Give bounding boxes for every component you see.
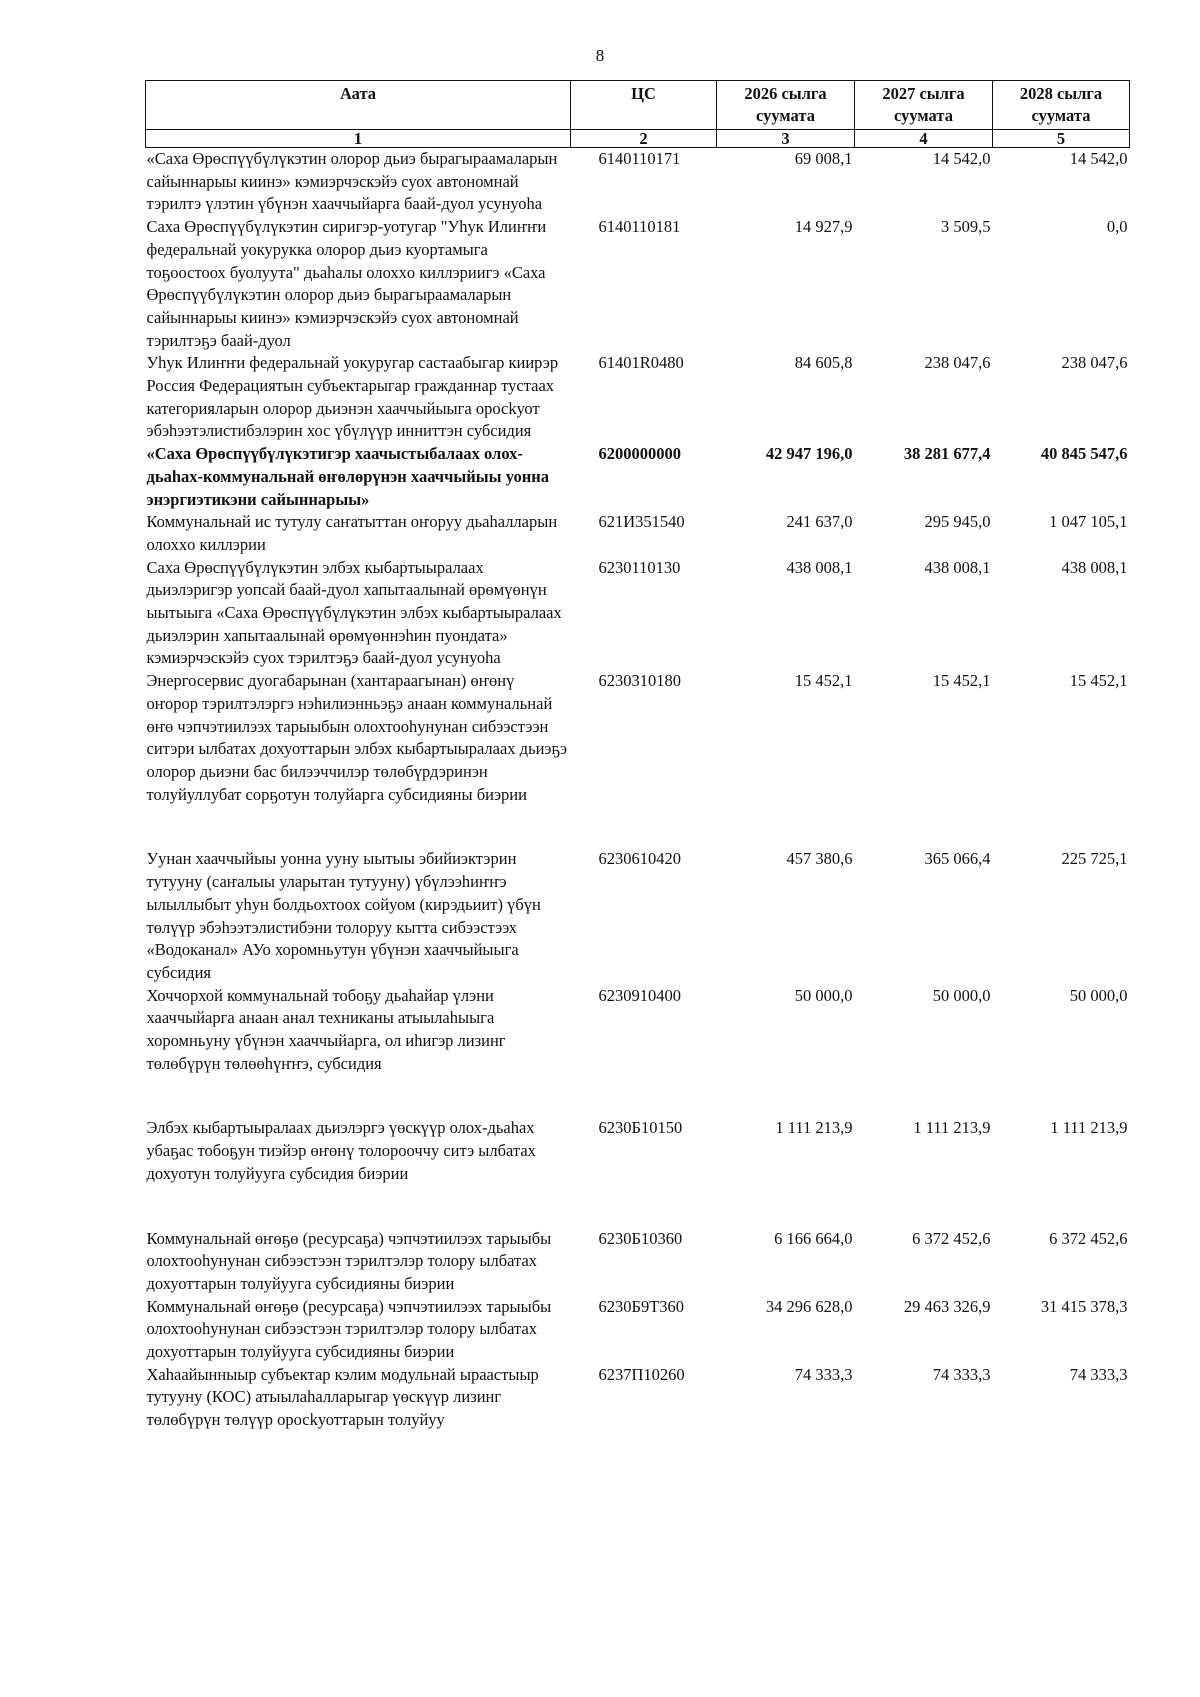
row-name: «Саха Өрөспүүбүлүкэтигэр хаачыстыбалаах олох-дьаһах-коммунальнай өҥөлөрүнэн хааччыйыы уонна энэргиэтикэни сайыннарыы» — [146, 444, 550, 509]
row-code: 6230Б10360 — [598, 1228, 683, 1248]
row-value-2028: 1 047 105,1 — [1049, 512, 1128, 532]
header-2027: 2027 сылга суумата — [855, 81, 993, 130]
row-value-2028: 6 372 452,6 — [1049, 1228, 1128, 1248]
row-value-2027: 38 281 677,4 — [903, 444, 991, 464]
row-value-2026: 84 605,8 — [794, 353, 853, 373]
table-row — [146, 443, 1130, 511]
row-name: Элбэх кыбартыыралаах дьиэлэргэ үөскүүр олох-дьаһах убаҕас тобоҕун тиэйэр өҥөнү толорооччу ситэ ылбатах дохуотун толуйууга субсидия биэрии — [146, 1118, 536, 1183]
row-name: Уунан хааччыйыы уонна ууну ыытыы эбийиэктэрин тутууну (саҥалыы уларытан тутууну) үбүлээһиҥҥэ ылыллыбыт уһун болдьохтоох сойуом (кирэдьиит) үбүн төлүүр эбэһээтэлистибэни толоруу кытта сибээстээх «Водоканал» АУо хоромньутун үбүнэн хааччыйыыга субсидия — [146, 849, 541, 982]
row-value-2026: 15 452,1 — [794, 671, 853, 691]
header-code: ЦС — [571, 81, 717, 130]
row-value-2028: 40 845 547,6 — [1040, 444, 1128, 464]
row-code: 6230110130 — [598, 557, 681, 577]
row-code: 6200000000 — [598, 444, 681, 464]
row-value-2028: 50 000,0 — [1069, 985, 1128, 1005]
table-row — [146, 511, 1130, 556]
row-name: Саха Өрөспүүбүлүкэтин сиригэр-уотугар "Уһук Илиҥҥи федеральнай уокурукка олорор дьиэ куортамыгa тоҕоостоох буолуута" дьаһалы олохxо киллэриигэ «Саха Өрөспүүбүлүкэтин олорор дьиэ бырагыраамаларын сайыннарыы киинэ» кэмиэрчэскэйэ суох автономнай тэрилтэҕэ баай-дуол — [146, 217, 547, 350]
row-name: Коммунальнай өҥөҕө (ресурсаҕа) чэпчэтиилээх тарыыбы олохтооһунунан сибээстээн тэрилтэлэр толору ылбатах дохуоттарын толуйууга субсидияны биэрии — [146, 1296, 552, 1362]
column-number: 4 — [855, 130, 993, 148]
row-value-2026: 438 008,1 — [786, 557, 853, 577]
table-row — [146, 557, 1130, 671]
header-name: Аата — [146, 81, 571, 130]
row-value-2028: 74 333,3 — [1069, 1364, 1128, 1384]
table-row — [146, 1228, 1130, 1296]
table-row — [146, 1296, 1130, 1364]
page-number: 8 — [595, 46, 605, 65]
table-row — [146, 670, 1130, 848]
row-code: 6230310180 — [598, 671, 681, 691]
row-value-2027: 1 111 213,9 — [913, 1118, 991, 1138]
row-value-2028: 14 542,0 — [1069, 149, 1128, 168]
row-value-2027: 238 047,6 — [924, 353, 991, 373]
table-row — [146, 1117, 1130, 1227]
table-row — [146, 848, 1130, 984]
column-number: 1 — [146, 130, 571, 148]
row-name: Хоччорхой коммунальнай тобоҕу дьаһайар үлэни хааччыйарга анаан анал техниканы атыылаһыыга хоромньуну үбүнэн хааччыйарга, ол иһигэр лизинг төлөбүрүн төлөөһүҥҥэ, субсидия — [146, 985, 506, 1073]
row-value-2026: 69 008,1 — [794, 149, 853, 168]
row-value-2026: 241 637,0 — [786, 512, 853, 532]
row-name: Энергосервис дуогабарынан (хантараагынан) өҥөнү оҥорор тэрилтэлэргэ нэһилиэнньэҕэ анаан коммунальнай өҥө чэпчэтиилээх тарыыбын олохтооһунунан сибээстээн ситэри ылбатах дохуоттарын элбэх кыбартыыралаах дьиэҕэ олорор дьиэни бас билээччилэр төлөбүрдэринэн толуйуллубат сорҕотун толуйарга субсидияны биэрии — [146, 671, 568, 804]
row-code: 6230610420 — [598, 849, 681, 869]
row-value-2027: 50 000,0 — [932, 985, 991, 1005]
row-value-2026: 1 111 213,9 — [775, 1118, 853, 1138]
row-code: 61401R0480 — [598, 353, 684, 373]
row-name: Коммунальнай ис тутулу саҥатыттан оҥоруу дьаһалларын олохxо киллэрии — [146, 512, 558, 554]
column-number: 2 — [571, 130, 717, 148]
row-name: Коммунальнай өҥөҕө (ресурсаҕа) чэпчэтиилээх тарыыбы олохтооһунунан сибээстээн тэрилтэлэр толору ылбатах дохуоттарын толуйууга субсидияны биэрии — [146, 1228, 552, 1293]
row-value-2027: 295 945,0 — [924, 512, 991, 532]
table-row — [146, 148, 1130, 217]
row-value-2026: 74 333,3 — [794, 1364, 853, 1384]
table-body — [146, 148, 1130, 1432]
row-value-2026: 14 927,9 — [794, 217, 853, 237]
row-value-2028: 1 111 213,9 — [1050, 1118, 1128, 1138]
header-2028: 2028 сылга суумата — [993, 81, 1130, 130]
column-number: 5 — [993, 130, 1130, 148]
column-number-row — [146, 130, 1130, 148]
row-name: Уһук Илиҥҥи федеральнай уокуругар састаабыгар киирэр Россия Федерациятын субъектарыгар гражданнар тустаах категорияларын олорор дьиэнэн хааччыйыыга оросkуот эбэһээтэлистибэлэрин хос үбүлүүр инниттэн субсидия — [146, 353, 559, 441]
row-name: «Саха Өрөспүүбүлүкэтин олорор дьиэ бырагыраамаларын сайыннарыы киинэ» кэмиэрчэскэйэ суох автономнай тэрилтэ үлэтин үбүнэн хааччыйарга баай-дуол усунуоһа — [146, 149, 558, 214]
row-value-2026: 457 380,6 — [786, 849, 853, 869]
row-value-2026: 34 296 628,0 — [765, 1296, 853, 1316]
row-code: 6140110171 — [598, 149, 681, 168]
column-number: 3 — [717, 130, 855, 148]
row-value-2028: 438 008,1 — [1061, 557, 1128, 577]
row-code: 6230910400 — [598, 985, 681, 1005]
row-value-2028: 238 047,6 — [1061, 353, 1128, 373]
table-row — [146, 985, 1130, 1118]
table-row — [146, 352, 1130, 443]
row-value-2028: 31 415 378,3 — [1040, 1296, 1128, 1316]
row-code: 6230Б10150 — [598, 1118, 683, 1138]
row-name: Хаһаайынныыр субъектар кэлим модульнай ыраастыыр тутууну (КОС) атыылаһалларыгар үөскүүр лизинг төлөбүрүн төлүүр оросkуоттарын толуйуу — [146, 1364, 539, 1430]
row-name: Саха Өрөспүүбүлүкэтин элбэх кыбартыыралаах дьиэлэригэр уопсай баай-дуол хапытаалынай өрөмүөнүн ыытыыга «Саха Өрөспүүбүлүкэтин элбэх кыбартыыралаах дьиэлэрин хапытаалынай өрөмүөннэһин пуондата» кэмиэрчэскэйэ суох тэрилтэҕэ баай-дуол усунуоһа — [146, 557, 562, 668]
row-value-2027: 29 463 326,9 — [903, 1296, 991, 1316]
row-value-2027: 74 333,3 — [932, 1364, 991, 1384]
row-value-2028: 225 725,1 — [1061, 849, 1128, 869]
row-value-2028: 15 452,1 — [1069, 671, 1128, 691]
row-code: 6230Б9Т360 — [598, 1296, 685, 1316]
table-header-row — [146, 81, 1130, 130]
budget-table — [145, 80, 1130, 1432]
row-value-2027: 438 008,1 — [924, 557, 991, 577]
row-value-2027: 14 542,0 — [932, 149, 991, 168]
row-value-2027: 6 372 452,6 — [912, 1228, 991, 1248]
row-code: 6237П10260 — [598, 1364, 685, 1384]
row-value-2026: 42 947 196,0 — [765, 444, 853, 464]
table-row — [146, 1364, 1130, 1432]
row-value-2027: 15 452,1 — [932, 671, 991, 691]
row-value-2026: 50 000,0 — [794, 985, 853, 1005]
table-row — [146, 216, 1130, 352]
row-code: 6140110181 — [598, 217, 681, 237]
row-value-2028: 0,0 — [1106, 217, 1128, 237]
row-value-2026: 6 166 664,0 — [774, 1228, 853, 1248]
row-value-2027: 365 066,4 — [924, 849, 991, 869]
row-code: 621И351540 — [598, 512, 685, 532]
row-value-2027: 3 509,5 — [941, 217, 991, 237]
header-2026: 2026 сылга суумата — [717, 81, 855, 130]
